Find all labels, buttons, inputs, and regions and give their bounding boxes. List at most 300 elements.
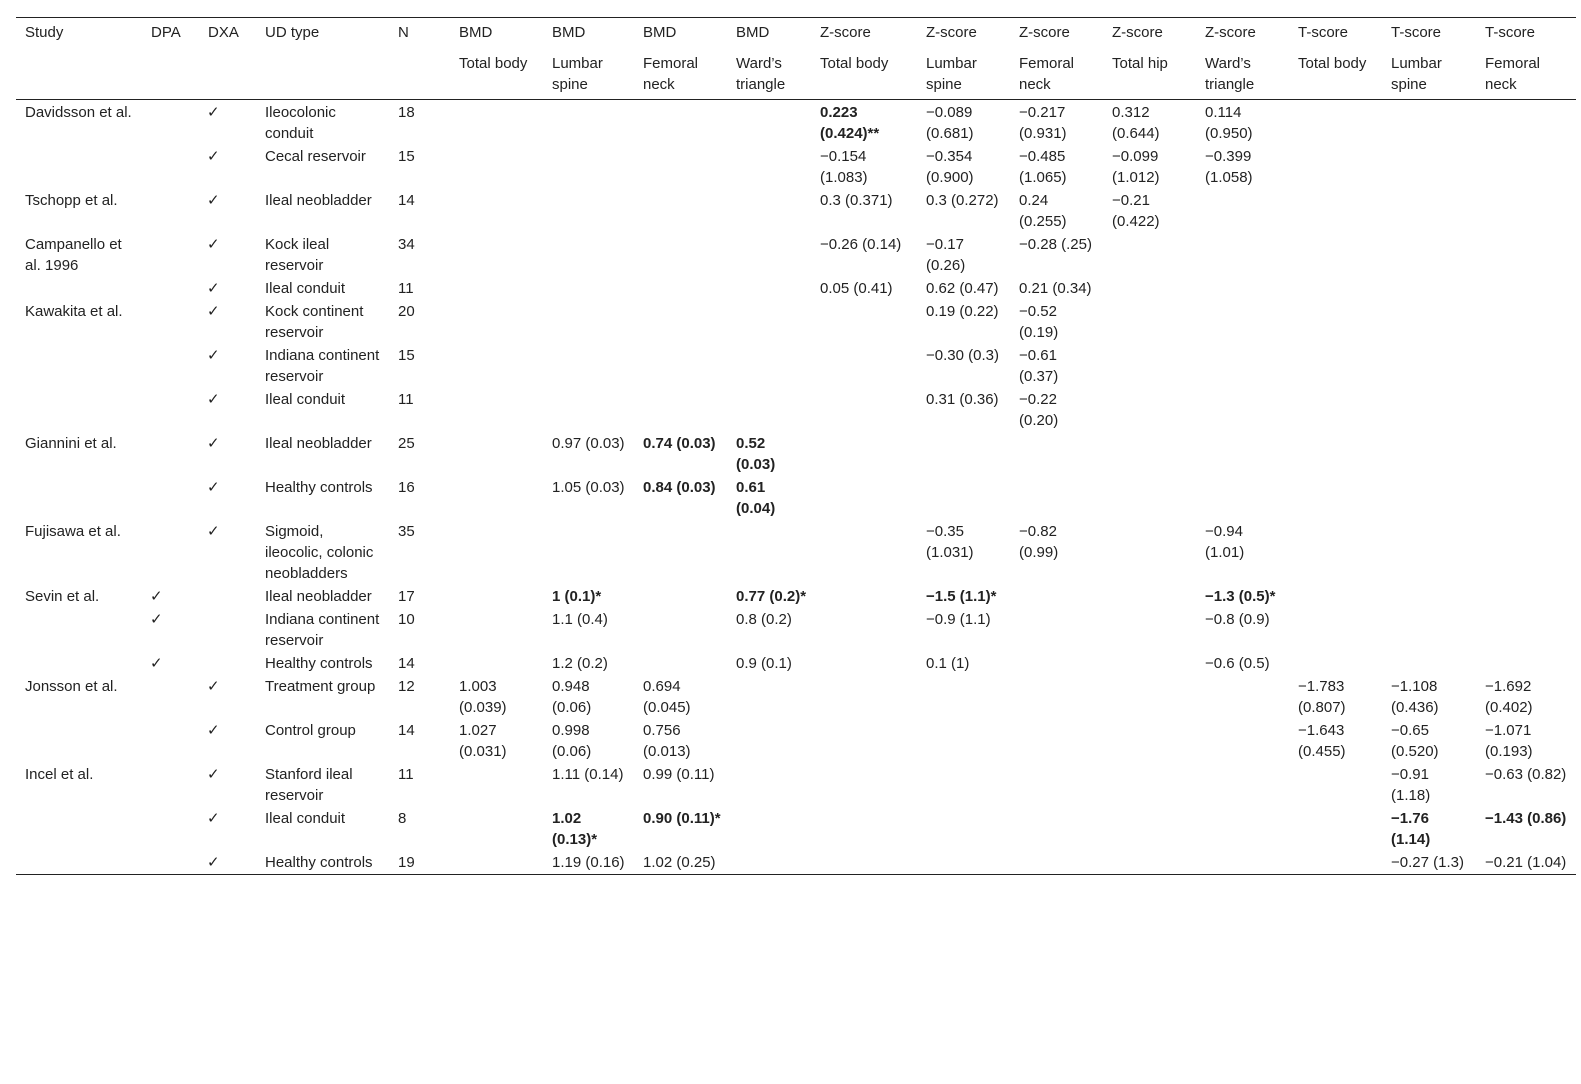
- cell-value: −0.52 (0.19): [1019, 303, 1059, 341]
- value-cell: [1103, 520, 1196, 585]
- dxa-check-icon: ✓: [207, 678, 220, 695]
- n-cell: 8: [398, 810, 407, 827]
- n-cell: 35: [398, 523, 415, 540]
- dxa-check-icon: ✓: [207, 303, 220, 320]
- value-cell: [1103, 300, 1196, 344]
- cell-value: 1 (0.1): [552, 588, 596, 605]
- dxa-check-icon: ✓: [207, 347, 220, 364]
- value-cell: [727, 675, 811, 719]
- value-cell: [727, 652, 811, 675]
- value-cell: [1103, 100, 1196, 146]
- value-cell: [727, 585, 811, 608]
- value-cell: [811, 189, 917, 233]
- column-header-sublabel: Lumbar spine: [1391, 55, 1442, 93]
- value-cell: [450, 432, 543, 476]
- cell-value: 0.998 (0.06): [552, 722, 592, 760]
- cell-value: 0.77 (0.2): [736, 588, 801, 605]
- cell-value: 0.31 (0.36): [926, 391, 999, 408]
- cell-value: 1.027 (0.031): [459, 722, 507, 760]
- value-cell: [1196, 719, 1289, 763]
- cell-value: 1.19 (0.16): [552, 854, 625, 871]
- study-cell: [16, 388, 142, 432]
- value-cell: [634, 432, 727, 476]
- value-cell: [634, 300, 727, 344]
- value-cell: [1289, 344, 1382, 388]
- value-cell: [1476, 719, 1576, 763]
- value-cell: [811, 763, 917, 807]
- dpa-cell: [142, 432, 199, 476]
- value-cell: [1476, 608, 1576, 652]
- value-cell: [1476, 652, 1576, 675]
- value-cell: [727, 277, 811, 300]
- table-container: [16, 17, 1576, 875]
- column-header: [1289, 18, 1382, 100]
- value-cell: [1289, 100, 1382, 146]
- value-cell: [1476, 388, 1576, 432]
- value-cell: [543, 277, 634, 300]
- value-cell: [811, 719, 917, 763]
- cell-value: −0.27 (1.3): [1391, 854, 1464, 871]
- column-header: [1196, 18, 1289, 100]
- dxa-check-icon: ✓: [207, 854, 220, 871]
- value-cell: [1010, 344, 1103, 388]
- value-cell: [1196, 608, 1289, 652]
- ud-type-cell: Indiana continent reservoir: [265, 347, 380, 385]
- cell-value: 0.61 (0.04): [736, 479, 776, 517]
- dxa-cell: [199, 608, 256, 652]
- value-cell: [1476, 851, 1576, 875]
- value-cell: [1289, 520, 1382, 585]
- value-cell: [543, 585, 634, 608]
- bmd-studies-table: [16, 17, 1576, 875]
- dpa-cell: [142, 675, 199, 719]
- value-cell: [1476, 476, 1576, 520]
- table-row: [16, 608, 1576, 652]
- dxa-check-icon: ✓: [207, 479, 220, 496]
- value-cell: [917, 100, 1010, 146]
- ud-type-cell: Healthy controls: [265, 854, 373, 871]
- value-cell: [1382, 675, 1476, 719]
- column-header: [1382, 18, 1476, 100]
- dpa-cell: [142, 520, 199, 585]
- cell-value: 1.1 (0.4): [552, 611, 608, 628]
- ud-type-cell: Ileocolonic conduit: [265, 104, 336, 142]
- value-cell: [1476, 432, 1576, 476]
- value-cell: [450, 763, 543, 807]
- value-cell: [450, 476, 543, 520]
- dpa-cell: [142, 277, 199, 300]
- column-header-label: N: [398, 24, 409, 41]
- value-cell: [1289, 476, 1382, 520]
- study-cell: Giannini et al.: [25, 435, 117, 452]
- table-row: [16, 675, 1576, 719]
- column-header: [811, 18, 917, 100]
- value-cell: [1382, 763, 1476, 807]
- table-row: [16, 233, 1576, 277]
- cell-value: −0.22 (0.20): [1019, 391, 1059, 429]
- value-cell: [1103, 585, 1196, 608]
- table-row: [16, 652, 1576, 675]
- cell-value: −0.6 (0.5): [1205, 655, 1270, 672]
- dxa-check-icon: ✓: [207, 192, 220, 209]
- value-cell: [917, 344, 1010, 388]
- value-cell: [634, 652, 727, 675]
- dpa-check-icon: ✓: [150, 655, 163, 672]
- value-cell: [450, 100, 543, 146]
- value-cell: [811, 432, 917, 476]
- value-cell: [811, 585, 917, 608]
- column-header-label: Z-score: [1112, 24, 1163, 41]
- value-cell: [1103, 388, 1196, 432]
- cell-value: −0.485 (1.065): [1019, 148, 1067, 186]
- significance-marker: *: [595, 588, 602, 605]
- value-cell: [450, 719, 543, 763]
- value-cell: [811, 233, 917, 277]
- ud-type-cell: Stanford ileal reservoir: [265, 766, 353, 804]
- column-header-label: Z-score: [1019, 24, 1070, 41]
- column-header: [1476, 18, 1576, 100]
- value-cell: [727, 145, 811, 189]
- cell-value: 0.84 (0.03): [643, 479, 716, 496]
- value-cell: [1382, 388, 1476, 432]
- value-cell: [543, 851, 634, 875]
- study-cell: Campanello et al. 1996: [25, 236, 122, 274]
- value-cell: [1010, 432, 1103, 476]
- value-cell: [1382, 652, 1476, 675]
- value-cell: [1103, 807, 1196, 851]
- dxa-check-icon: ✓: [207, 391, 220, 408]
- value-cell: [450, 520, 543, 585]
- value-cell: [1289, 388, 1382, 432]
- value-cell: [1289, 652, 1382, 675]
- value-cell: [1196, 476, 1289, 520]
- column-header-sublabel: Total body: [459, 55, 528, 72]
- table-row: [16, 388, 1576, 432]
- value-cell: [634, 807, 727, 851]
- dxa-check-icon: ✓: [207, 280, 220, 297]
- cell-value: 0.62 (0.47): [926, 280, 999, 297]
- cell-value: −0.21 (1.04): [1485, 854, 1567, 871]
- value-cell: [811, 520, 917, 585]
- value-cell: [1382, 807, 1476, 851]
- value-cell: [450, 277, 543, 300]
- value-cell: [450, 807, 543, 851]
- study-cell: [16, 277, 142, 300]
- cell-value: 1.05 (0.03): [552, 479, 625, 496]
- value-cell: [811, 300, 917, 344]
- cell-value: 1.02 (0.25): [643, 854, 716, 871]
- value-cell: [1382, 100, 1476, 146]
- n-cell: 10: [398, 611, 415, 628]
- column-header-label: DXA: [208, 24, 239, 41]
- n-cell: 14: [398, 655, 415, 672]
- dxa-check-icon: ✓: [207, 148, 220, 165]
- table-row: [16, 719, 1576, 763]
- study-cell: [16, 608, 142, 652]
- column-header-label: DPA: [151, 24, 181, 41]
- study-cell: Tschopp et al.: [25, 192, 118, 209]
- cell-value: −0.94 (1.01): [1205, 523, 1245, 561]
- dpa-cell: [142, 233, 199, 277]
- significance-marker: *: [990, 588, 997, 605]
- value-cell: [917, 719, 1010, 763]
- dpa-cell: [142, 851, 199, 875]
- value-cell: [727, 344, 811, 388]
- value-cell: [1010, 476, 1103, 520]
- value-cell: [1010, 145, 1103, 189]
- value-cell: [543, 300, 634, 344]
- value-cell: [811, 675, 917, 719]
- value-cell: [450, 189, 543, 233]
- dpa-cell: [142, 719, 199, 763]
- cell-value: −0.8 (0.9): [1205, 611, 1270, 628]
- column-header-sublabel: Femoral neck: [643, 55, 699, 93]
- cell-value: −1.5 (1.1): [926, 588, 991, 605]
- value-cell: [634, 719, 727, 763]
- study-cell: [16, 851, 142, 875]
- dpa-check-icon: ✓: [150, 588, 163, 605]
- cell-value: −1.76 (1.14): [1391, 810, 1431, 848]
- value-cell: [450, 388, 543, 432]
- value-cell: [1476, 277, 1576, 300]
- value-cell: [1010, 807, 1103, 851]
- value-cell: [1103, 189, 1196, 233]
- dpa-cell: [142, 807, 199, 851]
- value-cell: [1476, 189, 1576, 233]
- n-cell: 25: [398, 435, 415, 452]
- cell-value: 1.11 (0.14): [552, 766, 624, 783]
- cell-value: 0.99 (0.11): [643, 766, 715, 783]
- value-cell: [1476, 585, 1576, 608]
- value-cell: [1196, 100, 1289, 146]
- value-cell: [450, 652, 543, 675]
- value-cell: [1196, 520, 1289, 585]
- n-cell: 18: [398, 104, 415, 121]
- table-row: [16, 432, 1576, 476]
- n-cell: 14: [398, 722, 415, 739]
- value-cell: [634, 277, 727, 300]
- table-header: [16, 18, 1576, 100]
- cell-value: 0.3 (0.272): [926, 192, 999, 209]
- dxa-cell: [199, 652, 256, 675]
- column-header-sublabel: Ward’s triangle: [736, 55, 786, 93]
- cell-value: −0.217 (0.931): [1019, 104, 1067, 142]
- value-cell: [543, 388, 634, 432]
- column-header-label: Study: [25, 24, 64, 41]
- value-cell: [543, 675, 634, 719]
- column-header-label: T-score: [1485, 24, 1536, 41]
- value-cell: [1103, 851, 1196, 875]
- significance-marker: *: [591, 831, 598, 848]
- value-cell: [543, 719, 634, 763]
- value-cell: [634, 388, 727, 432]
- value-cell: [1103, 652, 1196, 675]
- study-cell: Davidsson et al.: [25, 104, 132, 121]
- value-cell: [1010, 585, 1103, 608]
- table-row: [16, 851, 1576, 875]
- value-cell: [634, 675, 727, 719]
- column-header: [256, 18, 389, 100]
- column-header-label: T-score: [1298, 24, 1349, 41]
- value-cell: [1196, 233, 1289, 277]
- header-row: [16, 18, 1576, 100]
- cell-value: 0.312 (0.644): [1112, 104, 1160, 142]
- value-cell: [811, 608, 917, 652]
- cell-value: 0.948 (0.06): [552, 678, 592, 716]
- ud-type-cell: Ileal conduit: [265, 391, 346, 408]
- ud-type-cell: Sigmoid, ileocolic, colonic neobladders: [265, 523, 374, 582]
- dxa-check-icon: ✓: [207, 766, 220, 783]
- column-header: [199, 18, 256, 100]
- ud-type-cell: Healthy controls: [265, 479, 373, 496]
- cell-value: 0.74 (0.03): [643, 435, 716, 452]
- value-cell: [1196, 652, 1289, 675]
- value-cell: [727, 100, 811, 146]
- value-cell: [1010, 675, 1103, 719]
- value-cell: [450, 300, 543, 344]
- dpa-cell: [142, 763, 199, 807]
- cell-value: 0.114 (0.950): [1205, 104, 1253, 142]
- value-cell: [1010, 233, 1103, 277]
- study-cell: [16, 719, 142, 763]
- ud-type-cell: Cecal reservoir: [265, 148, 366, 165]
- value-cell: [1010, 608, 1103, 652]
- value-cell: [634, 100, 727, 146]
- value-cell: [450, 585, 543, 608]
- column-header-sublabel: Lumbar spine: [552, 55, 603, 93]
- value-cell: [1196, 585, 1289, 608]
- cell-value: 0.97 (0.03): [552, 435, 625, 452]
- table-row: [16, 763, 1576, 807]
- value-cell: [1289, 763, 1382, 807]
- study-cell: Incel et al.: [25, 766, 94, 783]
- cell-value: −0.089 (0.681): [926, 104, 974, 142]
- value-cell: [1103, 432, 1196, 476]
- value-cell: [1010, 763, 1103, 807]
- column-header: [1103, 18, 1196, 100]
- ud-type-cell: Healthy controls: [265, 655, 373, 672]
- column-header: [634, 18, 727, 100]
- ud-type-cell: Control group: [265, 722, 356, 739]
- value-cell: [811, 652, 917, 675]
- value-cell: [1289, 675, 1382, 719]
- n-cell: 14: [398, 192, 415, 209]
- value-cell: [917, 233, 1010, 277]
- cell-value: 0.9 (0.1): [736, 655, 792, 672]
- table-row: [16, 189, 1576, 233]
- value-cell: [634, 520, 727, 585]
- value-cell: [1476, 520, 1576, 585]
- value-cell: [543, 432, 634, 476]
- value-cell: [917, 388, 1010, 432]
- cell-value: −0.63 (0.82): [1485, 766, 1567, 783]
- column-header-label: BMD: [643, 24, 677, 41]
- cell-value: −0.35 (1.031): [926, 523, 974, 561]
- cell-value: −0.399 (1.058): [1205, 148, 1253, 186]
- cell-value: 0.756 (0.013): [643, 722, 691, 760]
- value-cell: [1103, 719, 1196, 763]
- value-cell: [1196, 432, 1289, 476]
- significance-marker: *: [800, 588, 807, 605]
- dpa-cell: [142, 344, 199, 388]
- value-cell: [1476, 233, 1576, 277]
- n-cell: 34: [398, 236, 415, 253]
- dpa-cell: [142, 189, 199, 233]
- value-cell: [1196, 300, 1289, 344]
- value-cell: [1103, 476, 1196, 520]
- value-cell: [811, 277, 917, 300]
- study-cell: [16, 344, 142, 388]
- n-cell: 19: [398, 854, 415, 871]
- value-cell: [1382, 300, 1476, 344]
- dpa-cell: [142, 145, 199, 189]
- dxa-cell: [199, 585, 256, 608]
- cell-value: −0.099 (1.012): [1112, 148, 1160, 186]
- cell-value: 1.003 (0.039): [459, 678, 507, 716]
- study-cell: Fujisawa et al.: [25, 523, 121, 540]
- dpa-check-icon: ✓: [150, 611, 163, 628]
- column-header: [389, 18, 450, 100]
- value-cell: [1010, 652, 1103, 675]
- cell-value: −1.43 (0.86): [1485, 810, 1567, 827]
- value-cell: [450, 851, 543, 875]
- cell-value: −1.692 (0.402): [1485, 678, 1533, 716]
- value-cell: [1289, 432, 1382, 476]
- table-row: [16, 476, 1576, 520]
- cell-value: 0.05 (0.41): [820, 280, 893, 297]
- value-cell: [1010, 277, 1103, 300]
- value-cell: [450, 145, 543, 189]
- value-cell: [1476, 675, 1576, 719]
- cell-value: −0.9 (1.1): [926, 611, 991, 628]
- value-cell: [1476, 763, 1576, 807]
- value-cell: [1103, 763, 1196, 807]
- ud-type-cell: Ileal neobladder: [265, 435, 372, 452]
- column-header-sublabel: Ward’s triangle: [1205, 55, 1255, 93]
- cell-value: 0.8 (0.2): [736, 611, 792, 628]
- ud-type-cell: Ileal neobladder: [265, 588, 372, 605]
- ud-type-cell: Treatment group: [265, 678, 376, 695]
- value-cell: [727, 432, 811, 476]
- value-cell: [917, 300, 1010, 344]
- value-cell: [1010, 189, 1103, 233]
- value-cell: [450, 233, 543, 277]
- dxa-check-icon: ✓: [207, 236, 220, 253]
- value-cell: [917, 652, 1010, 675]
- value-cell: [727, 719, 811, 763]
- table-row: [16, 585, 1576, 608]
- dpa-cell: [142, 300, 199, 344]
- column-header: [917, 18, 1010, 100]
- table-body: [16, 100, 1576, 875]
- value-cell: [634, 851, 727, 875]
- column-header-sublabel: Lumbar spine: [926, 55, 977, 93]
- value-cell: [1010, 300, 1103, 344]
- column-header-sublabel: Total hip: [1112, 55, 1168, 72]
- value-cell: [543, 763, 634, 807]
- value-cell: [543, 807, 634, 851]
- value-cell: [450, 675, 543, 719]
- dxa-check-icon: ✓: [207, 435, 220, 452]
- n-cell: 17: [398, 588, 415, 605]
- dxa-check-icon: ✓: [207, 523, 220, 540]
- value-cell: [634, 189, 727, 233]
- value-cell: [1382, 520, 1476, 585]
- n-cell: 20: [398, 303, 415, 320]
- value-cell: [634, 763, 727, 807]
- n-cell: 11: [398, 766, 414, 783]
- study-cell: Sevin et al.: [25, 588, 100, 605]
